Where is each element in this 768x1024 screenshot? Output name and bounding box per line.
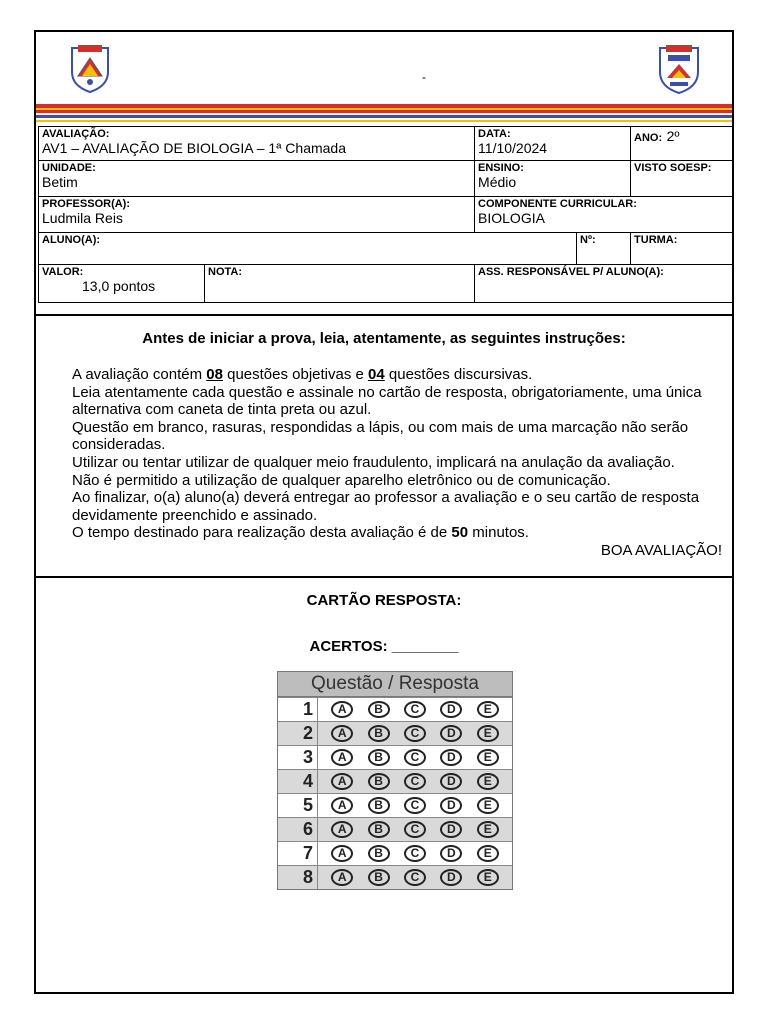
componente-value: BIOLOGIA <box>478 210 545 226</box>
answer-bubble[interactable]: B <box>368 821 390 838</box>
answer-bubble[interactable]: E <box>477 869 499 886</box>
answer-bubble[interactable]: B <box>368 845 390 862</box>
answer-bubble[interactable]: C <box>404 821 426 838</box>
question-number: 5 <box>278 794 318 817</box>
answer-options <box>318 746 512 769</box>
answer-bubble[interactable]: B <box>368 701 390 718</box>
unidade-label: UNIDADE: <box>42 162 96 174</box>
answer-bubble[interactable]: E <box>477 773 499 790</box>
answer-options <box>318 722 512 745</box>
exam-info-table <box>38 126 733 303</box>
answer-bubble[interactable]: A <box>331 773 353 790</box>
answer-row <box>278 841 512 865</box>
avaliacao-cell <box>39 127 475 161</box>
aluno-cell <box>39 233 577 265</box>
valor-cell <box>39 265 205 303</box>
instruction-line-2: Leia atentamente cada questão e assinale no cartão de resposta, obrigatoriamente, uma única alternativa com caneta de tinta preta ou azul. <box>72 383 702 419</box>
valor-value: 13,0 pontos <box>82 278 156 294</box>
answer-options <box>318 842 512 865</box>
stripe-red-2 <box>36 110 732 113</box>
instructions-section <box>36 314 732 578</box>
answer-bubble[interactable]: D <box>440 845 462 862</box>
answer-bubble[interactable]: B <box>368 869 390 886</box>
data-value: 11/10/2024 <box>478 140 548 156</box>
question-number: 1 <box>278 698 318 721</box>
question-number: 6 <box>278 818 318 841</box>
professor-label: PROFESSOR(A): <box>42 198 130 210</box>
instruction-line-7: O tempo destinado para realização desta avaliação é de 50 minutos. <box>72 524 529 542</box>
answer-grid-header: Questão / Resposta <box>278 672 512 697</box>
answer-options <box>318 794 512 817</box>
answer-bubble[interactable]: D <box>440 869 462 886</box>
answer-bubble[interactable]: A <box>331 749 353 766</box>
data-cell <box>475 127 631 161</box>
question-number: 4 <box>278 770 318 793</box>
answer-options <box>318 866 512 889</box>
instruction-line-4: Utilizar ou tentar utilizar de qualquer meio fraudulento, implicará na anulação da avaliação. <box>72 453 675 471</box>
avaliacao-value: AV1 – AVALIAÇÃO DE BIOLOGIA – 1ª Chamada <box>42 140 346 156</box>
answer-options <box>318 818 512 841</box>
answer-bubble[interactable]: A <box>331 797 353 814</box>
answer-bubble[interactable]: D <box>440 749 462 766</box>
color-stripes <box>36 104 732 124</box>
answer-row <box>278 745 512 769</box>
question-number: 8 <box>278 866 318 889</box>
boa-avaliacao: BOA AVALIAÇÃO! <box>600 541 722 559</box>
unidade-value: Betim <box>42 174 78 190</box>
question-number: 2 <box>278 722 318 745</box>
answer-bubble[interactable]: A <box>331 821 353 838</box>
instruction-line-6: Ao finalizar, o(a) aluno(a) deverá entregar ao professor a avaliação e o seu cartão de resposta devidamente preenchido e assinado. <box>72 489 700 524</box>
stripe-yellow-2 <box>36 120 732 122</box>
answer-grid <box>277 671 513 890</box>
answer-bubble[interactable]: D <box>440 821 462 838</box>
answer-bubble[interactable]: B <box>368 749 390 766</box>
answer-row <box>278 769 512 793</box>
instructions-title: Antes de iniciar a prova, leia, atentamente, as seguintes instruções: <box>142 330 626 347</box>
header-dash: - <box>422 70 426 84</box>
answer-row <box>278 793 512 817</box>
answer-bubble[interactable]: E <box>477 797 499 814</box>
data-label: DATA: <box>478 128 511 140</box>
answer-options <box>318 698 512 721</box>
answer-bubble[interactable]: C <box>404 725 426 742</box>
turma-label: TURMA: <box>634 234 678 246</box>
header <box>36 32 732 102</box>
componente-cell <box>475 197 733 233</box>
answer-bubble[interactable]: A <box>331 701 353 718</box>
answer-bubble[interactable]: E <box>477 821 499 838</box>
answer-bubble[interactable]: B <box>368 725 390 742</box>
aluno-label: ALUNO(A): <box>42 234 101 246</box>
answer-bubble[interactable]: B <box>368 797 390 814</box>
answer-bubble[interactable]: D <box>440 701 462 718</box>
professor-cell <box>39 197 475 233</box>
nota-cell <box>205 265 475 303</box>
valor-label: VALOR: <box>42 266 84 278</box>
ensino-value: Médio <box>478 174 517 190</box>
visto-label: VISTO SOESP: <box>634 162 712 174</box>
answer-row <box>278 865 512 889</box>
answer-bubble[interactable]: C <box>404 773 426 790</box>
answer-bubble[interactable]: B <box>368 773 390 790</box>
answer-bubble[interactable]: E <box>477 845 499 862</box>
visto-cell <box>631 161 733 197</box>
answer-row <box>278 817 512 841</box>
question-number: 3 <box>278 746 318 769</box>
answer-bubble[interactable]: C <box>404 869 426 886</box>
answer-row <box>278 721 512 745</box>
answer-bubble[interactable]: C <box>404 845 426 862</box>
instruction-line-1: A avaliação contém 08 questões objetivas e 04 questões discursivas. <box>72 366 533 383</box>
instruction-line-3: Questão em branco, rasuras, respondidas a lápis, ou com mais de uma marcação não serão consideradas. <box>72 418 689 454</box>
answer-bubble[interactable]: D <box>440 725 462 742</box>
assinatura-label: ASS. RESPONSÁVEL P/ ALUNO(A): <box>478 266 664 278</box>
school-crest-logo-right <box>652 42 706 96</box>
answer-bubble[interactable]: D <box>440 773 462 790</box>
answer-row <box>278 697 512 721</box>
instruction-line-5: Não é permitido a utilização de qualquer aparelho eletrônico ou de comunicação. <box>72 471 611 489</box>
instructions-body <box>72 366 722 560</box>
numero-label: Nº: <box>580 234 596 246</box>
ensino-label: ENSINO: <box>478 162 524 174</box>
answer-bubble[interactable]: C <box>404 797 426 814</box>
turma-cell <box>631 233 733 265</box>
question-number: 7 <box>278 842 318 865</box>
assinatura-cell <box>475 265 733 303</box>
ano-label: ANO: <box>634 132 663 144</box>
answer-bubble[interactable]: E <box>477 749 499 766</box>
answer-options <box>318 770 512 793</box>
stripe-blue <box>36 115 732 118</box>
unidade-cell <box>39 161 475 197</box>
ano-cell <box>631 127 733 161</box>
avaliacao-label: AVALIAÇÃO: <box>42 128 110 140</box>
answer-bubble[interactable]: A <box>331 725 353 742</box>
school-crest-logo-left <box>64 42 116 94</box>
ano-value: 2º <box>666 128 680 144</box>
professor-value: Ludmila Reis <box>42 210 123 226</box>
answer-bubble[interactable]: A <box>331 845 353 862</box>
exam-sheet <box>34 30 734 994</box>
answer-bubble[interactable]: E <box>477 725 499 742</box>
answer-bubble[interactable]: D <box>440 797 462 814</box>
answer-bubble[interactable]: E <box>477 701 499 718</box>
answer-bubble[interactable]: C <box>404 701 426 718</box>
answer-bubble[interactable]: A <box>331 869 353 886</box>
numero-cell <box>577 233 631 265</box>
ensino-cell <box>475 161 631 197</box>
answer-bubble[interactable]: C <box>404 749 426 766</box>
componente-label: COMPONENTE CURRICULAR: <box>478 198 637 210</box>
nota-label: NOTA: <box>208 266 243 278</box>
acertos-label: ACERTOS: ________ <box>309 638 459 655</box>
answer-card-title: CARTÃO RESPOSTA: <box>306 592 462 609</box>
